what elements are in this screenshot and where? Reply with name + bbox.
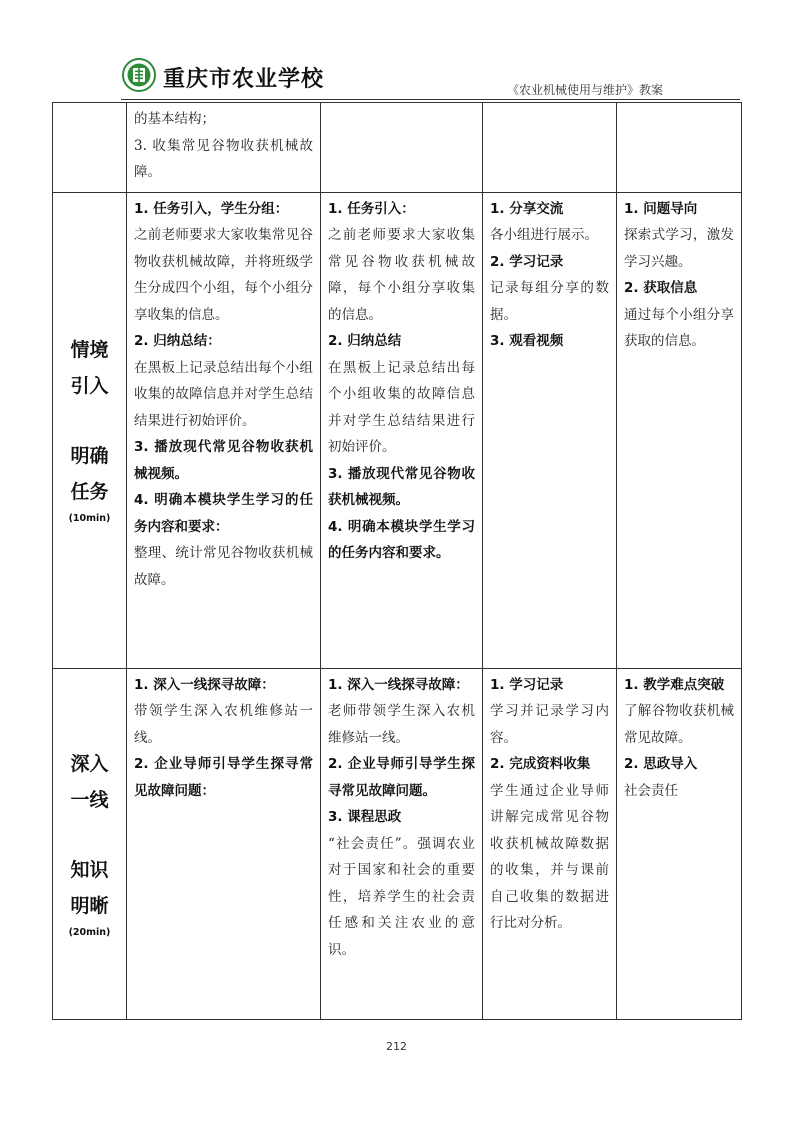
- cell-item: [328, 196, 475, 329]
- cell-item: [490, 196, 609, 249]
- item-text: 了解谷物收获机械常见故障。: [624, 703, 734, 746]
- teacher-activity-cell: [127, 668, 321, 1019]
- item-text: 社会责任: [624, 782, 678, 799]
- item-text: 之前老师要求大家收集常见谷物收获机械故障，每个小组分享收集的信息。: [328, 227, 475, 323]
- stage-spacer: [53, 404, 126, 438]
- cell-item: [328, 328, 475, 461]
- cell-item: [490, 751, 609, 937]
- cell-item: [328, 804, 475, 963]
- stage-title-line: 情境: [70, 339, 109, 361]
- student-activity-cell: [483, 103, 617, 193]
- item-text: 带领学生深入农机维修站一线。: [134, 703, 313, 746]
- teacher-activity-cell-2: [321, 668, 483, 1019]
- stage-spacer: [53, 818, 126, 852]
- cell-item: [328, 672, 475, 752]
- cell-item: [134, 672, 313, 752]
- item-heading: 3. 播放现代常见谷物收获机械视频。: [134, 439, 313, 482]
- item-heading: 2. 企业导师引导学生探寻常见故障问题：: [134, 756, 313, 799]
- item-heading: 2. 归纳总结: [328, 333, 402, 349]
- cell-item: [624, 275, 734, 355]
- stage-duration: (20min): [68, 926, 111, 938]
- item-text: 整理、统计常见谷物收获机械故障。: [134, 545, 313, 588]
- cell-item: [624, 196, 734, 276]
- item-heading: 2. 学习记录: [490, 253, 564, 270]
- stage-title-line: 一线: [70, 788, 109, 811]
- stage-title-line: 明确: [70, 445, 109, 467]
- teacher-activity-cell-2: [321, 192, 483, 668]
- school-name: 重庆市农业学校: [163, 66, 325, 92]
- design-intent-cell: [617, 668, 742, 1019]
- cell-item: [624, 672, 734, 752]
- cell-item: [328, 514, 475, 567]
- teacher-activity-cell: [127, 192, 321, 668]
- page-header: [0, 0, 793, 104]
- item-text: 学习并记录学习内容。: [490, 703, 609, 746]
- item-text: 学生通过企业导师讲解完成常见谷物收获机械故障数据的收集，并与课前自己收集的数据进行比对分析。: [490, 782, 609, 931]
- teacher-activity-cell-2: [321, 103, 483, 193]
- cell-item: [134, 434, 313, 487]
- table-row: [53, 192, 742, 668]
- cell-item: [328, 461, 475, 514]
- item-heading: 3. 课程思政: [328, 809, 402, 825]
- item-text: 各小组进行展示。: [490, 227, 598, 243]
- item-heading: 1. 分享交流: [490, 200, 564, 217]
- cell-item: [490, 249, 609, 329]
- stage-title-line: 明晰: [70, 894, 109, 917]
- item-heading: 1. 深入一线探寻故障：: [134, 676, 275, 693]
- header-divider: [121, 99, 740, 100]
- lesson-plan-table: [52, 102, 742, 1020]
- cell-item: [490, 328, 609, 355]
- table-row: [53, 103, 742, 193]
- cell-text: 3. 收集常见谷物收获机械故障。: [134, 137, 313, 180]
- stage-cell: [53, 192, 127, 668]
- cell-item: [624, 751, 734, 804]
- cell-text: 的基本结构；: [134, 111, 215, 127]
- school-logo-icon: [122, 58, 156, 92]
- item-heading: 1. 教学难点突破: [624, 676, 725, 693]
- cell-item: [134, 751, 313, 804]
- item-heading: 1. 学习记录: [490, 676, 564, 693]
- cell-item: [134, 196, 313, 329]
- item-heading: 1. 问题导向: [624, 200, 698, 217]
- cell-item: [490, 672, 609, 752]
- student-activity-cell: [483, 668, 617, 1019]
- item-heading: 4. 明确本模块学生学习的任务内容和要求。: [328, 518, 475, 561]
- teacher-activity-cell: [127, 103, 321, 193]
- stage-title-line: 任务: [70, 481, 109, 503]
- cell-item: [134, 328, 313, 434]
- item-heading: 2. 思政导入: [624, 756, 698, 772]
- item-heading: 1. 任务引入：: [328, 200, 415, 217]
- item-heading: 1. 深入一线探寻故障：: [328, 676, 469, 693]
- table-row: [53, 668, 742, 1019]
- item-heading: 3. 播放现代常见谷物收获机械视频。: [328, 465, 475, 508]
- item-text: 老师带领学生深入农机维修站一线。: [328, 703, 475, 746]
- stage-cell: [53, 103, 127, 193]
- item-heading: 4. 明确本模块学生学习的任务内容和要求：: [134, 492, 313, 535]
- item-heading: 2. 企业导师引导学生探寻常见故障问题。: [328, 756, 475, 799]
- student-activity-cell: [483, 192, 617, 668]
- stage-cell: [53, 668, 127, 1019]
- item-text: 探索式学习，激发学习兴趣。: [624, 227, 734, 270]
- item-heading: 2. 归纳总结：: [134, 333, 221, 349]
- item-heading: 3. 观看视频: [490, 333, 564, 349]
- cell-item: [134, 487, 313, 593]
- cell-item: [328, 751, 475, 804]
- item-text: “社会责任”。强调农业对于国家和社会的重要性，培养学生的社会责任感和关注农业的意识。: [328, 835, 475, 958]
- item-text: 在黑板上记录总结出每个小组收集的故障信息并对学生总结结果进行初始评价。: [328, 359, 475, 455]
- stage-duration: (10min): [68, 513, 111, 524]
- stage-title-line: 引入: [70, 375, 109, 397]
- item-heading: 2. 获取信息: [624, 280, 698, 296]
- item-heading: 1. 任务引入，学生分组：: [134, 200, 289, 217]
- page-number: 212: [386, 1040, 407, 1053]
- design-intent-cell: [617, 192, 742, 668]
- item-text: 记录每组分享的数据。: [490, 280, 609, 323]
- design-intent-cell: [617, 103, 742, 193]
- course-title: 《农业机械使用与维护》教案: [507, 83, 664, 97]
- item-text: 在黑板上记录总结出每个小组收集的故障信息并对学生总结结果进行初始评价。: [134, 359, 313, 429]
- stage-title-line: 深入: [70, 752, 109, 775]
- stage-title-line: 知识: [70, 858, 109, 881]
- item-text: 通过每个小组分享获取的信息。: [624, 306, 734, 349]
- item-text: 之前老师要求大家收集常见谷物收获机械故障，并将班级学生分成四个小组，每个小组分享收集的信息。: [134, 227, 313, 323]
- item-heading: 2. 完成资料收集: [490, 756, 591, 772]
